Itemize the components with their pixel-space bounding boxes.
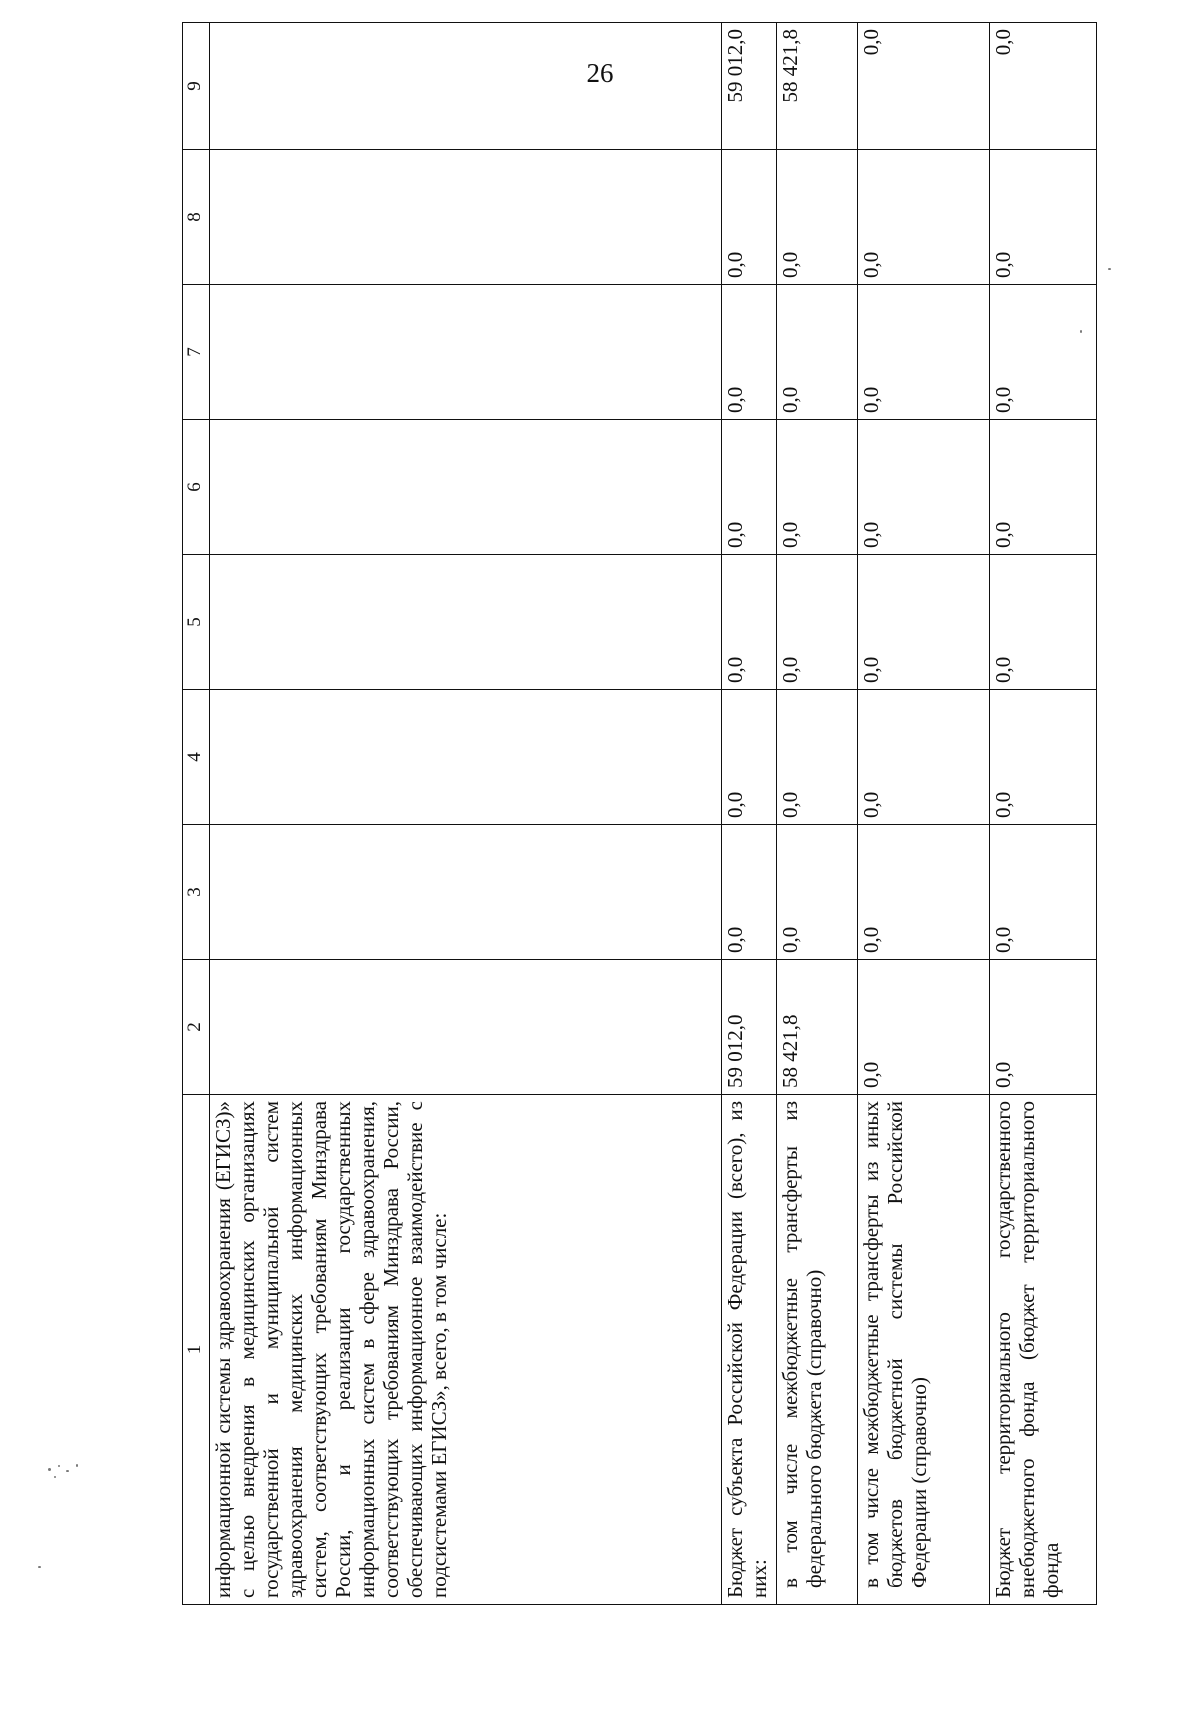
value-cell: 0,0: [721, 825, 776, 960]
scan-speck: [54, 1476, 56, 1478]
row-label: в том числе межбюджетные трансферты из федерального бюджета (справочно): [777, 1095, 858, 1605]
value-cell: 0,0: [721, 420, 776, 555]
header-cell: 9: [183, 23, 210, 150]
value-cell: 0,0: [990, 960, 1097, 1095]
scan-speck: [38, 1566, 41, 1568]
value-cell: 0,0: [990, 23, 1097, 150]
value-cell: 0,0: [990, 420, 1097, 555]
value-cell: 0,0: [858, 960, 990, 1095]
value-cell: 0,0: [858, 150, 990, 285]
scan-speck: [76, 1464, 78, 1467]
scan-speck: [1108, 268, 1111, 270]
value-cell: [209, 690, 721, 825]
header-cell: 5: [183, 555, 210, 690]
value-cell: 0,0: [858, 825, 990, 960]
header-cell: 1: [183, 1095, 210, 1605]
value-cell: 0,0: [858, 555, 990, 690]
page-number: 26: [586, 58, 614, 88]
table-row: [721, 23, 776, 1605]
header-cell: 8: [183, 150, 210, 285]
header-cell: 7: [183, 285, 210, 420]
value-cell: 0,0: [990, 150, 1097, 285]
table-row: [990, 23, 1097, 1605]
value-cell: 0,0: [990, 285, 1097, 420]
value-cell: 0,0: [721, 150, 776, 285]
table-row: [858, 23, 990, 1605]
value-cell: 0,0: [777, 420, 858, 555]
header-cell: 3: [183, 825, 210, 960]
value-cell: 0,0: [990, 555, 1097, 690]
table-row: [777, 23, 858, 1605]
header-cell: 2: [183, 960, 210, 1095]
row-label: Бюджет территориального государственного внебюджетного фонда (бюджет территориального фонда: [990, 1095, 1097, 1605]
value-cell: [209, 420, 721, 555]
row-label: в том числе межбюджетные трансферты из иных бюджетов бюджетной системы Российской Федерации (справочно): [858, 1095, 990, 1605]
table-row: [209, 23, 721, 1605]
scan-speck: [48, 1468, 51, 1471]
value-cell: 0,0: [721, 285, 776, 420]
value-cell: 0,0: [777, 825, 858, 960]
budget-table: [182, 22, 1097, 1605]
value-cell: 0,0: [777, 555, 858, 690]
value-cell: 59 012,0: [721, 23, 776, 150]
value-cell: 0,0: [858, 23, 990, 150]
value-cell: [209, 825, 721, 960]
value-cell: [209, 150, 721, 285]
value-cell: [209, 555, 721, 690]
value-cell: 0,0: [777, 150, 858, 285]
value-cell: 58 421,8: [777, 23, 858, 150]
value-cell: 0,0: [990, 690, 1097, 825]
value-cell: 0,0: [721, 555, 776, 690]
row-label: Бюджет субъекта Российской Федерации (всего), из них:: [721, 1095, 776, 1605]
value-cell: 0,0: [721, 690, 776, 825]
value-cell: 0,0: [990, 825, 1097, 960]
scan-speck: [58, 1465, 60, 1467]
value-cell: 58 421,8: [777, 960, 858, 1095]
value-cell: [209, 285, 721, 420]
value-cell: 59 012,0: [721, 960, 776, 1095]
value-cell: 0,0: [777, 690, 858, 825]
header-row: [183, 23, 210, 1605]
value-cell: 0,0: [858, 420, 990, 555]
header-cell: 4: [183, 690, 210, 825]
value-cell: [209, 960, 721, 1095]
value-cell: 0,0: [858, 690, 990, 825]
row-label: информационной системы здравоохранения (ЕГИСЗ)» с целью внедрения в медицинских организациях государственной и муниципальной систем здравоохранения медицинских информационных систем, соответствующих требованиям Минздрава России, и реализации государственных информационных систем в сфере здравоохранения, соответствующих требованиям Минздрава России, обеспечивающих информационное взаимодействие с подсистемами ЕГИСЗ», всего, в том числе:: [209, 1095, 721, 1605]
value-cell: 0,0: [777, 285, 858, 420]
value-cell: 0,0: [858, 285, 990, 420]
value-cell: [209, 23, 721, 150]
scan-speck: [66, 1470, 69, 1472]
header-cell: 6: [183, 420, 210, 555]
